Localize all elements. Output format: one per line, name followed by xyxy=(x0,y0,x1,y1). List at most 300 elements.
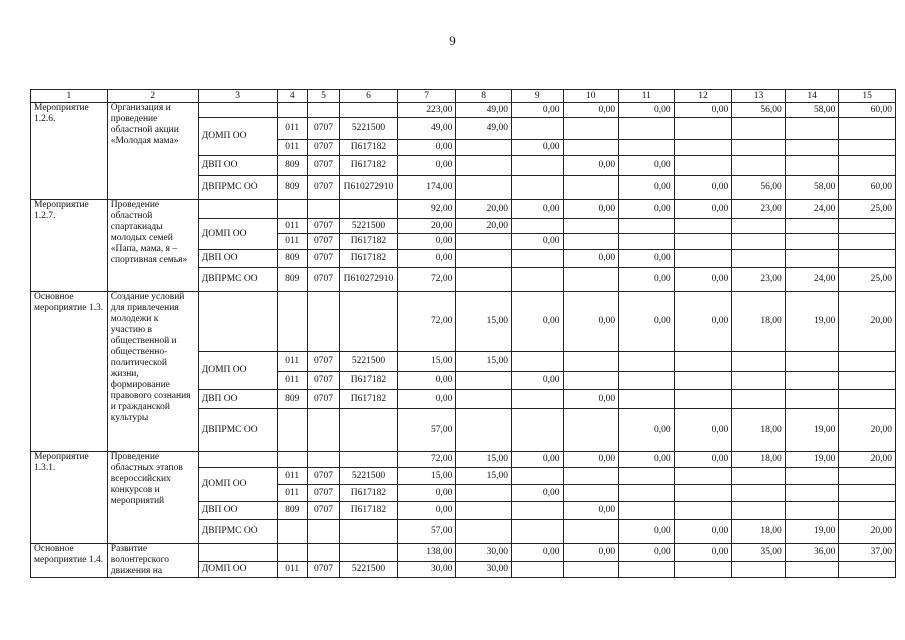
source-cell: ДВП ОО xyxy=(198,390,277,409)
value-cell: 0,00 xyxy=(563,390,619,409)
value-cell xyxy=(511,268,563,292)
rz-cell: 0707 xyxy=(307,118,339,140)
source-cell xyxy=(198,200,277,219)
value-cell xyxy=(732,250,786,268)
value-cell xyxy=(511,520,563,544)
rz-cell: 0707 xyxy=(307,468,339,485)
value-cell xyxy=(732,140,786,156)
header-cell: 3 xyxy=(198,90,277,103)
value-cell xyxy=(619,372,675,390)
csr-cell: П617182 xyxy=(340,390,398,409)
source-cell: ДОМП ОО xyxy=(198,352,277,390)
value-cell xyxy=(563,485,619,502)
value-cell xyxy=(619,502,675,520)
value-cell xyxy=(674,118,732,140)
value-cell xyxy=(785,234,839,250)
table-row xyxy=(31,544,896,562)
value-cell xyxy=(456,390,512,409)
grbs-cell xyxy=(277,520,307,544)
value-cell xyxy=(619,352,675,372)
value-cell xyxy=(674,485,732,502)
value-cell xyxy=(839,502,896,520)
event-name: Создание условий для привлечения молодежи к участию в общественной и общественно-политической жизни, формирование правового сознания и гражданской культуры xyxy=(107,292,198,452)
value-cell: 0,00 xyxy=(674,176,732,200)
value-cell xyxy=(674,234,732,250)
total-value-cell: 19,00 xyxy=(785,292,839,352)
value-cell: 0,00 xyxy=(619,268,675,292)
value-cell xyxy=(456,176,512,200)
value-cell xyxy=(674,372,732,390)
grbs-cell: 011 xyxy=(277,468,307,485)
csr-cell: 5221500 xyxy=(340,562,398,578)
value-cell: 49,00 xyxy=(397,118,456,140)
grbs-cell xyxy=(277,409,307,452)
value-cell xyxy=(511,409,563,452)
value-cell xyxy=(456,502,512,520)
total-value-cell: 30,00 xyxy=(456,544,512,562)
value-cell xyxy=(839,562,896,578)
value-cell: 0,00 xyxy=(397,372,456,390)
value-cell xyxy=(785,118,839,140)
total-value-cell: 18,00 xyxy=(732,452,786,468)
value-cell xyxy=(732,352,786,372)
rz-cell: 0707 xyxy=(307,562,339,578)
value-cell xyxy=(511,468,563,485)
total-value-cell: 37,00 xyxy=(839,544,896,562)
header-cell: 2 xyxy=(107,90,198,103)
value-cell xyxy=(732,502,786,520)
csr-cell: П610272910 xyxy=(340,268,398,292)
value-cell xyxy=(619,485,675,502)
rz-cell xyxy=(307,200,339,219)
value-cell xyxy=(732,485,786,502)
value-cell: 23,00 xyxy=(732,268,786,292)
csr-cell xyxy=(340,544,398,562)
value-cell xyxy=(563,219,619,234)
grbs-cell: 011 xyxy=(277,352,307,372)
rz-cell xyxy=(307,103,339,118)
header-row xyxy=(31,90,896,103)
header-cell: 7 xyxy=(397,90,456,103)
rz-cell: 0707 xyxy=(307,502,339,520)
total-value-cell: 72,00 xyxy=(397,452,456,468)
total-value-cell: 15,00 xyxy=(456,292,512,352)
value-cell xyxy=(619,390,675,409)
source-cell: ДВПРМС ОО xyxy=(198,520,277,544)
value-cell xyxy=(619,234,675,250)
total-value-cell: 18,00 xyxy=(732,292,786,352)
page-number: 9 xyxy=(449,33,456,48)
value-cell xyxy=(511,219,563,234)
value-cell: 20,00 xyxy=(839,520,896,544)
value-cell xyxy=(674,352,732,372)
header-cell: 5 xyxy=(307,90,339,103)
rz-cell: 0707 xyxy=(307,372,339,390)
grbs-cell: 809 xyxy=(277,502,307,520)
value-cell xyxy=(456,485,512,502)
value-cell xyxy=(785,502,839,520)
csr-cell: П617182 xyxy=(340,485,398,502)
value-cell xyxy=(674,390,732,409)
csr-cell: П610272910 xyxy=(340,176,398,200)
value-cell xyxy=(785,372,839,390)
csr-cell xyxy=(340,520,398,544)
value-cell xyxy=(674,468,732,485)
rz-cell: 0707 xyxy=(307,219,339,234)
value-cell xyxy=(511,118,563,140)
table-row xyxy=(31,103,896,118)
value-cell xyxy=(839,156,896,176)
rz-cell xyxy=(307,409,339,452)
value-cell xyxy=(785,219,839,234)
value-cell xyxy=(456,250,512,268)
total-value-cell: 0,00 xyxy=(563,103,619,118)
total-value-cell: 72,00 xyxy=(397,292,456,352)
value-cell xyxy=(563,352,619,372)
value-cell: 174,00 xyxy=(397,176,456,200)
value-cell: 0,00 xyxy=(619,409,675,452)
value-cell xyxy=(511,390,563,409)
value-cell: 72,00 xyxy=(397,268,456,292)
value-cell: 0,00 xyxy=(674,520,732,544)
rz-cell: 0707 xyxy=(307,140,339,156)
total-value-cell: 0,00 xyxy=(674,200,732,219)
header-cell: 8 xyxy=(456,90,512,103)
grbs-cell: 011 xyxy=(277,219,307,234)
rz-cell xyxy=(307,520,339,544)
total-value-cell: 0,00 xyxy=(563,200,619,219)
csr-cell: П617182 xyxy=(340,140,398,156)
csr-cell xyxy=(340,409,398,452)
grbs-cell xyxy=(277,200,307,219)
value-cell: 60,00 xyxy=(839,176,896,200)
total-value-cell: 24,00 xyxy=(785,200,839,219)
csr-cell xyxy=(340,103,398,118)
value-cell: 0,00 xyxy=(511,140,563,156)
source-cell: ДВП ОО xyxy=(198,156,277,176)
rz-cell: 0707 xyxy=(307,352,339,372)
value-cell xyxy=(456,409,512,452)
table-row xyxy=(31,292,896,352)
value-cell xyxy=(732,234,786,250)
value-cell: 0,00 xyxy=(397,250,456,268)
header-cell: 13 xyxy=(732,90,786,103)
value-cell xyxy=(619,118,675,140)
source-cell: ДВП ОО xyxy=(198,502,277,520)
value-cell xyxy=(732,156,786,176)
value-cell: 15,00 xyxy=(456,468,512,485)
event-label: Мероприятие 1.2.6. xyxy=(31,103,108,200)
value-cell xyxy=(674,562,732,578)
total-value-cell: 0,00 xyxy=(619,292,675,352)
csr-cell: П617182 xyxy=(340,156,398,176)
value-cell xyxy=(511,156,563,176)
header-cell: 9 xyxy=(511,90,563,103)
source-cell: ДВПРМС ОО xyxy=(198,268,277,292)
grbs-cell xyxy=(277,292,307,352)
header-cell: 11 xyxy=(619,90,675,103)
csr-cell: 5221500 xyxy=(340,118,398,140)
value-cell xyxy=(839,352,896,372)
value-cell: 0,00 xyxy=(619,520,675,544)
value-cell: 0,00 xyxy=(397,140,456,156)
value-cell: 57,00 xyxy=(397,520,456,544)
grbs-cell: 011 xyxy=(277,372,307,390)
total-value-cell: 19,00 xyxy=(785,452,839,468)
grbs-cell: 809 xyxy=(277,156,307,176)
total-value-cell: 0,00 xyxy=(511,103,563,118)
value-cell: 15,00 xyxy=(456,352,512,372)
table-row xyxy=(31,452,896,468)
header-cell: 15 xyxy=(839,90,896,103)
total-value-cell: 35,00 xyxy=(732,544,786,562)
value-cell: 0,00 xyxy=(397,502,456,520)
value-cell xyxy=(456,268,512,292)
value-cell xyxy=(563,562,619,578)
csr-cell: 5221500 xyxy=(340,468,398,485)
rz-cell xyxy=(307,452,339,468)
value-cell xyxy=(674,140,732,156)
source-cell: ДВПРМС ОО xyxy=(198,176,277,200)
total-value-cell: 138,00 xyxy=(397,544,456,562)
value-cell: 20,00 xyxy=(397,219,456,234)
value-cell xyxy=(732,219,786,234)
grbs-cell: 011 xyxy=(277,562,307,578)
value-cell: 0,00 xyxy=(511,372,563,390)
total-value-cell: 56,00 xyxy=(732,103,786,118)
value-cell: 30,00 xyxy=(456,562,512,578)
value-cell xyxy=(619,562,675,578)
rz-cell: 0707 xyxy=(307,176,339,200)
total-value-cell: 0,00 xyxy=(674,544,732,562)
value-cell: 0,00 xyxy=(563,502,619,520)
total-value-cell: 0,00 xyxy=(619,103,675,118)
total-value-cell: 0,00 xyxy=(674,452,732,468)
grbs-cell: 809 xyxy=(277,176,307,200)
grbs-cell xyxy=(277,103,307,118)
source-cell xyxy=(198,103,277,118)
value-cell xyxy=(839,485,896,502)
value-cell xyxy=(785,485,839,502)
value-cell: 0,00 xyxy=(397,390,456,409)
value-cell xyxy=(563,268,619,292)
grbs-cell: 809 xyxy=(277,390,307,409)
header-cell: 1 xyxy=(31,90,108,103)
value-cell xyxy=(563,234,619,250)
grbs-cell: 011 xyxy=(277,485,307,502)
total-value-cell: 23,00 xyxy=(732,200,786,219)
header-cell: 6 xyxy=(340,90,398,103)
source-cell xyxy=(198,292,277,352)
table-row xyxy=(31,200,896,219)
source-cell: ДОМП ОО xyxy=(198,118,277,156)
value-cell: 0,00 xyxy=(563,156,619,176)
csr-cell: П617182 xyxy=(340,250,398,268)
value-cell xyxy=(511,352,563,372)
value-cell xyxy=(785,156,839,176)
grbs-cell xyxy=(277,452,307,468)
total-value-cell: 92,00 xyxy=(397,200,456,219)
source-cell xyxy=(198,452,277,468)
value-cell xyxy=(785,352,839,372)
value-cell xyxy=(563,372,619,390)
total-value-cell: 0,00 xyxy=(563,544,619,562)
total-value-cell: 36,00 xyxy=(785,544,839,562)
value-cell xyxy=(839,219,896,234)
value-cell xyxy=(456,520,512,544)
source-cell xyxy=(198,544,277,562)
value-cell: 0,00 xyxy=(563,250,619,268)
value-cell: 0,00 xyxy=(619,156,675,176)
value-cell: 0,00 xyxy=(397,485,456,502)
event-name: Проведение областной спартакиады молодых семей «Папа, мама, я – спортивная семья» xyxy=(107,200,198,292)
grbs-cell: 809 xyxy=(277,250,307,268)
value-cell xyxy=(456,372,512,390)
value-cell: 0,00 xyxy=(619,250,675,268)
grbs-cell: 011 xyxy=(277,140,307,156)
header-cell: 12 xyxy=(674,90,732,103)
value-cell xyxy=(839,250,896,268)
csr-cell: П617182 xyxy=(340,502,398,520)
event-label: Мероприятие 1.2.7. xyxy=(31,200,108,292)
value-cell xyxy=(839,390,896,409)
value-cell xyxy=(839,234,896,250)
value-cell: 49,00 xyxy=(456,118,512,140)
rz-cell: 0707 xyxy=(307,390,339,409)
value-cell xyxy=(839,140,896,156)
value-cell xyxy=(563,468,619,485)
total-value-cell: 0,00 xyxy=(563,292,619,352)
header-cell: 10 xyxy=(563,90,619,103)
event-name: Организация и проведение областной акции «Молодая мама» xyxy=(107,103,198,200)
total-value-cell: 0,00 xyxy=(511,292,563,352)
total-value-cell: 20,00 xyxy=(839,292,896,352)
csr-cell: 5221500 xyxy=(340,219,398,234)
value-cell: 20,00 xyxy=(456,219,512,234)
value-cell xyxy=(674,502,732,520)
grbs-cell: 011 xyxy=(277,118,307,140)
rz-cell xyxy=(307,292,339,352)
value-cell xyxy=(563,409,619,452)
csr-cell xyxy=(340,292,398,352)
value-cell xyxy=(563,140,619,156)
total-value-cell: 25,00 xyxy=(839,200,896,219)
value-cell xyxy=(732,468,786,485)
value-cell: 0,00 xyxy=(674,409,732,452)
total-value-cell: 0,00 xyxy=(511,452,563,468)
value-cell xyxy=(839,118,896,140)
rz-cell: 0707 xyxy=(307,268,339,292)
header-cell: 4 xyxy=(277,90,307,103)
value-cell: 0,00 xyxy=(674,268,732,292)
value-cell xyxy=(511,562,563,578)
value-cell xyxy=(785,562,839,578)
csr-cell: П617182 xyxy=(340,234,398,250)
value-cell: 57,00 xyxy=(397,409,456,452)
grbs-cell: 809 xyxy=(277,268,307,292)
total-value-cell: 49,00 xyxy=(456,103,512,118)
value-cell: 25,00 xyxy=(839,268,896,292)
event-label: Основное мероприятие 1.3. xyxy=(31,292,108,452)
header-cell: 14 xyxy=(785,90,839,103)
value-cell: 56,00 xyxy=(732,176,786,200)
value-cell xyxy=(785,250,839,268)
value-cell: 18,00 xyxy=(732,520,786,544)
csr-cell: П617182 xyxy=(340,372,398,390)
total-value-cell: 15,00 xyxy=(456,452,512,468)
value-cell xyxy=(456,156,512,176)
value-cell xyxy=(785,390,839,409)
value-cell: 20,00 xyxy=(839,409,896,452)
total-value-cell: 223,00 xyxy=(397,103,456,118)
rz-cell: 0707 xyxy=(307,156,339,176)
budget-table xyxy=(30,89,896,578)
rz-cell xyxy=(307,544,339,562)
total-value-cell: 58,00 xyxy=(785,103,839,118)
grbs-cell xyxy=(277,544,307,562)
total-value-cell: 0,00 xyxy=(674,292,732,352)
value-cell xyxy=(511,176,563,200)
value-cell xyxy=(511,502,563,520)
value-cell xyxy=(619,140,675,156)
rz-cell: 0707 xyxy=(307,250,339,268)
value-cell xyxy=(732,372,786,390)
value-cell xyxy=(732,390,786,409)
csr-cell xyxy=(340,452,398,468)
csr-cell xyxy=(340,200,398,219)
grbs-cell: 011 xyxy=(277,234,307,250)
value-cell xyxy=(456,140,512,156)
value-cell xyxy=(619,219,675,234)
total-value-cell: 0,00 xyxy=(563,452,619,468)
value-cell xyxy=(732,562,786,578)
value-cell xyxy=(563,118,619,140)
source-cell: ДОМП ОО xyxy=(198,562,277,578)
value-cell: 58,00 xyxy=(785,176,839,200)
value-cell xyxy=(839,468,896,485)
value-cell xyxy=(785,468,839,485)
value-cell xyxy=(674,250,732,268)
value-cell xyxy=(785,140,839,156)
total-value-cell: 0,00 xyxy=(674,103,732,118)
value-cell: 19,00 xyxy=(785,409,839,452)
value-cell: 0,00 xyxy=(619,176,675,200)
value-cell xyxy=(511,250,563,268)
value-cell xyxy=(563,520,619,544)
rz-cell: 0707 xyxy=(307,485,339,502)
rz-cell: 0707 xyxy=(307,234,339,250)
value-cell: 0,00 xyxy=(397,234,456,250)
source-cell: ДОМП ОО xyxy=(198,468,277,502)
value-cell: 15,00 xyxy=(397,352,456,372)
value-cell xyxy=(732,118,786,140)
total-value-cell: 0,00 xyxy=(619,200,675,219)
source-cell: ДВП ОО xyxy=(198,250,277,268)
total-value-cell: 60,00 xyxy=(839,103,896,118)
total-value-cell: 0,00 xyxy=(619,452,675,468)
total-value-cell: 0,00 xyxy=(511,200,563,219)
value-cell xyxy=(674,156,732,176)
value-cell xyxy=(674,219,732,234)
value-cell: 19,00 xyxy=(785,520,839,544)
value-cell xyxy=(563,176,619,200)
total-value-cell: 0,00 xyxy=(619,544,675,562)
event-name: Развитие волонтерского движения на xyxy=(107,544,198,578)
value-cell: 18,00 xyxy=(732,409,786,452)
value-cell xyxy=(456,234,512,250)
total-value-cell: 20,00 xyxy=(839,452,896,468)
value-cell: 0,00 xyxy=(511,485,563,502)
